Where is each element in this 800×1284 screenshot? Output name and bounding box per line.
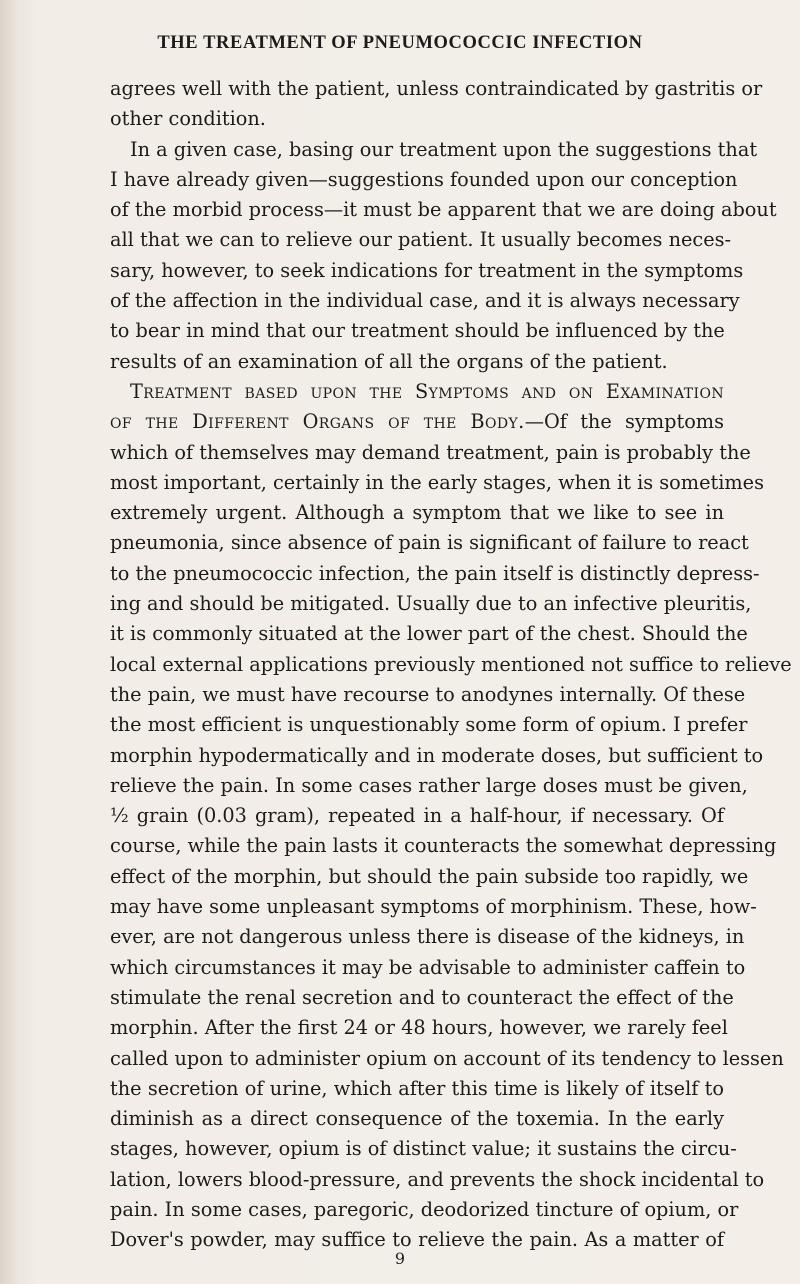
line-text: it is commonly situated at the lower part of the chest. Should the xyxy=(110,622,748,646)
line-text: ing and should be mitigated. Usually due to an infective pleuritis, xyxy=(110,592,752,616)
text-line xyxy=(110,316,724,346)
line-text: Dover's powder, may suffice to relieve the pain. As a matter of xyxy=(110,1228,724,1252)
section-heading: of the Different Organs of the Body. xyxy=(110,410,525,434)
text-line xyxy=(110,892,757,922)
text-line xyxy=(110,953,746,983)
text-line xyxy=(110,377,724,407)
text-line xyxy=(110,1134,737,1164)
line-text: effect of the morphin, but should the pain subside too rapidly, we xyxy=(110,864,749,888)
line-text: which circumstances it may be advisable to administer caffein to xyxy=(110,955,746,979)
line-text: I have already given—suggestions founded upon our conception xyxy=(110,167,738,191)
text-line xyxy=(110,1165,765,1195)
text-line xyxy=(110,74,763,104)
text-line xyxy=(110,619,748,649)
text-line xyxy=(110,165,738,195)
line-text: sary, however, to seek indications for treatment in the symptoms xyxy=(110,258,744,282)
text-line xyxy=(110,801,724,831)
text-line xyxy=(110,528,749,558)
line-text: all that we can to relieve our patient. It usually becomes neces- xyxy=(110,228,732,252)
text-line xyxy=(110,710,748,740)
text-line xyxy=(110,831,777,861)
line-text: the most efficient is unquestionably some form of opium. I prefer xyxy=(110,713,748,737)
text-line xyxy=(110,195,777,225)
line-text: relieve the pain. In some cases rather large doses must be given, xyxy=(110,773,748,797)
text-line xyxy=(110,347,724,377)
text-line xyxy=(110,256,744,286)
line-text: local external applications previously mentioned not suffice to relieve xyxy=(110,652,792,676)
page-number: 9 xyxy=(394,1249,406,1268)
text-line xyxy=(110,438,751,468)
line-text: to the pneumococcic infection, the pain itself is distinctly depress- xyxy=(110,561,760,585)
text-line xyxy=(110,680,746,710)
line-text: most important, certainly in the early stages, when it is sometimes xyxy=(110,470,764,494)
text-line xyxy=(110,1104,724,1134)
text-line xyxy=(110,589,752,619)
text-line xyxy=(110,741,764,771)
line-text: stages, however, opium is of distinct value; it sustains the circu- xyxy=(110,1137,737,1161)
text-line xyxy=(110,983,734,1013)
line-text: diminish as a direct consequence of the toxemia. In the early xyxy=(110,1107,724,1131)
line-text: ½ grain (0.03 gram), repeated in a half-hour, if necessary. Of xyxy=(110,804,724,828)
line-text: may have some unpleasant symptoms of morphinism. These, how- xyxy=(110,895,757,919)
text-line xyxy=(110,1074,724,1104)
body-text xyxy=(110,74,792,1256)
line-text: of the morbid process—it must be apparent that we are doing about xyxy=(110,198,777,222)
text-line xyxy=(110,1013,728,1043)
section-heading: Treatment based upon the Symptoms and on Examination xyxy=(130,379,724,403)
line-text: called upon to administer opium on account of its tendency to lessen xyxy=(110,1046,784,1070)
line-text: which of themselves may demand treatment, pain is probably the xyxy=(110,440,751,464)
text-line xyxy=(110,559,760,589)
line-text: of the affection in the individual case, and it is always necessary xyxy=(110,289,740,313)
line-text: —Of the symptoms xyxy=(524,410,724,434)
line-text: In a given case, basing our treatment upon the suggestions that xyxy=(130,137,758,161)
line-text: morphin. After the first 24 or 48 hours, however, we rarely feel xyxy=(110,1016,728,1040)
text-line xyxy=(110,104,724,134)
text-line xyxy=(110,862,749,892)
line-text: morphin hypodermatically and in moderate doses, but sufficient to xyxy=(110,743,764,767)
text-line xyxy=(110,468,764,498)
text-line xyxy=(110,922,745,952)
line-text: the secretion of urine, which after this time is likely of itself to xyxy=(110,1076,724,1100)
line-text: lation, lowers blood-pressure, and prevents the shock incidental to xyxy=(110,1167,765,1191)
line-text: course, while the pain lasts it counteracts the somewhat depressing xyxy=(110,834,777,858)
line-text: agrees well with the patient, unless contraindicated by gastritis or xyxy=(110,77,763,100)
text-line xyxy=(110,407,724,437)
text-line xyxy=(110,771,748,801)
text-line xyxy=(110,135,758,165)
line-text: to bear in mind that our treatment should be influenced by the xyxy=(110,319,725,343)
text-line xyxy=(110,225,732,255)
text-line xyxy=(110,650,792,680)
text-line xyxy=(110,1195,739,1225)
text-line xyxy=(110,498,724,528)
line-text: other condition. xyxy=(110,107,266,131)
text-line xyxy=(110,286,740,316)
line-text: stimulate the renal secretion and to counteract the effect of the xyxy=(110,985,734,1009)
line-text: the pain, we must have recourse to anodynes internally. Of these xyxy=(110,682,746,706)
text-line xyxy=(110,1044,784,1074)
line-text: ever, are not dangerous unless there is disease of the kidneys, in xyxy=(110,925,745,949)
running-header: THE TREATMENT OF PNEUMOCOCCIC INFECTION xyxy=(157,33,643,53)
line-text: pneumonia, since absence of pain is significant of failure to react xyxy=(110,531,749,555)
line-text: pain. In some cases, paregoric, deodorized tincture of opium, or xyxy=(110,1197,739,1221)
line-text: extremely urgent. Although a symptom that we like to see in xyxy=(110,501,724,525)
line-text: results of an examination of all the organs of the patient. xyxy=(110,349,668,373)
